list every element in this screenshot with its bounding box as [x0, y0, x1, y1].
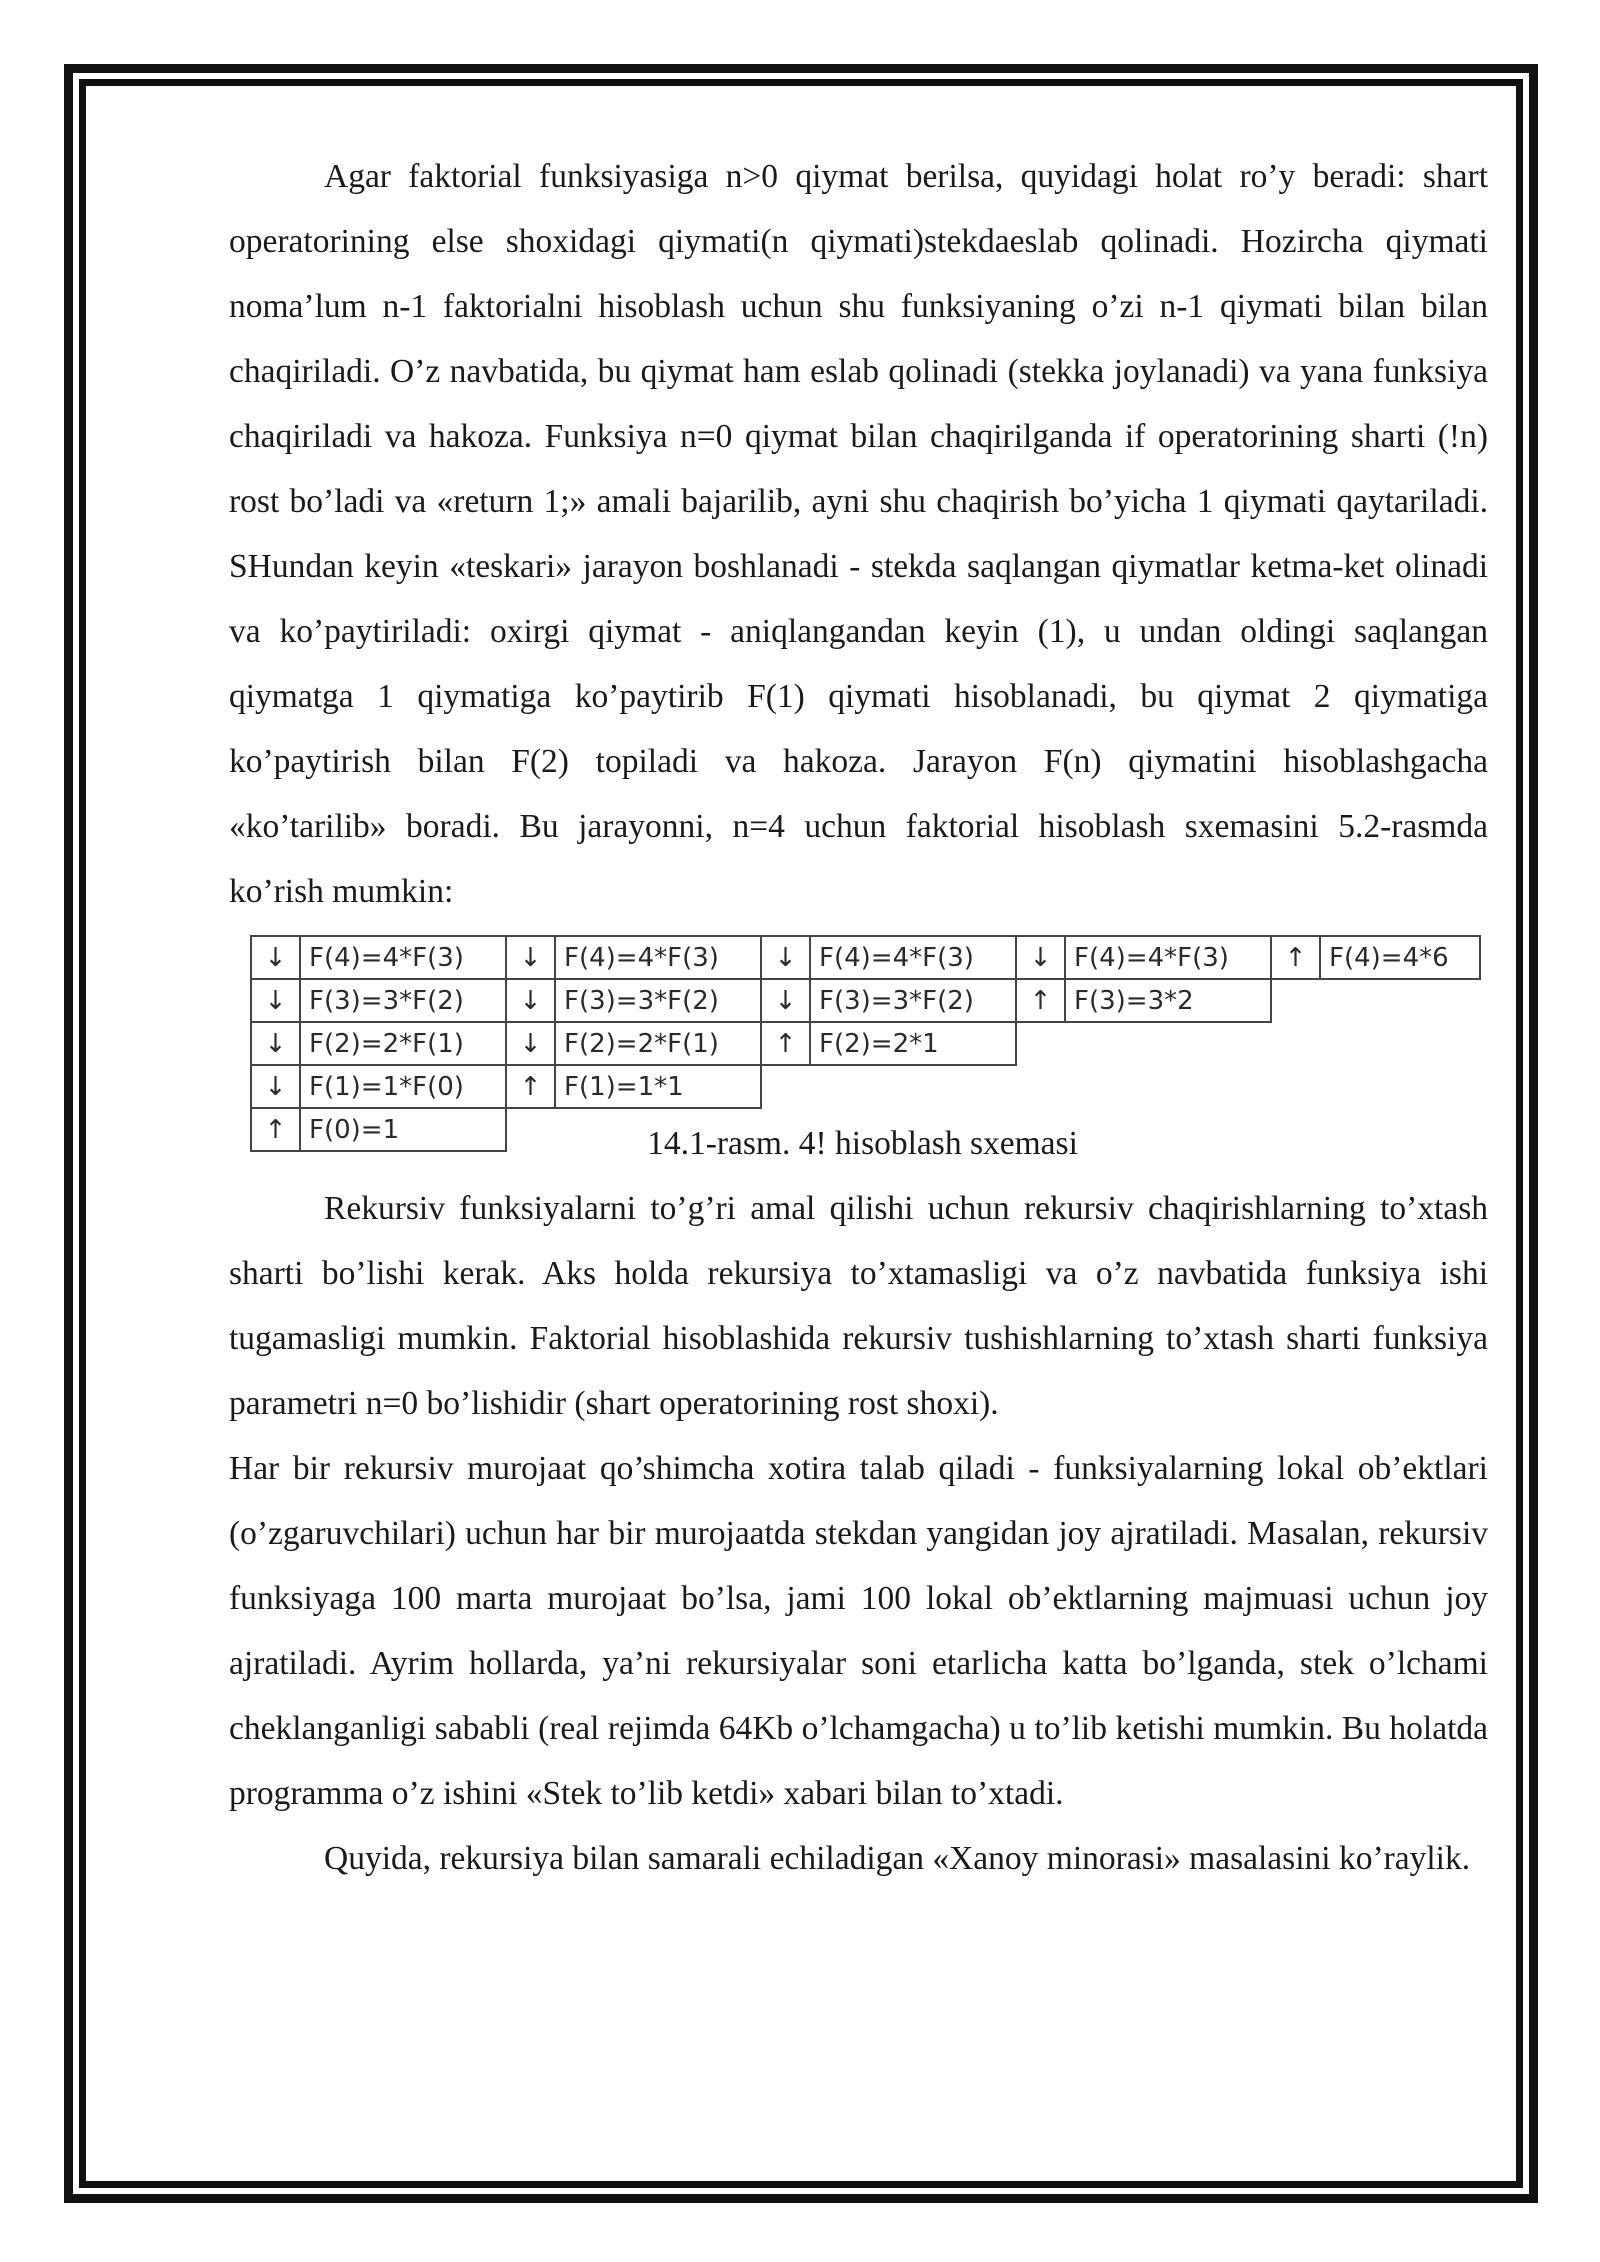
scheme-arrow: ↓: [761, 979, 810, 1022]
scheme-expression: F(3)=3*F(2): [810, 979, 1016, 1022]
scheme-arrow: ↓: [251, 936, 300, 979]
scheme-expression: F(4)=4*F(3): [555, 936, 761, 979]
scheme-arrow: ↑: [1016, 979, 1065, 1022]
scheme-row: [251, 936, 1480, 979]
scheme-arrow: ↑: [506, 1065, 555, 1108]
scheme-expression: F(3)=3*F(2): [555, 979, 761, 1022]
scheme-row: [251, 1022, 1480, 1065]
scheme-expression: F(2)=2*F(1): [300, 1022, 506, 1065]
scheme-expression: F(0)=1: [300, 1108, 506, 1151]
scheme-empty-cell: [761, 1065, 810, 1108]
scheme-arrow: ↓: [761, 936, 810, 979]
scheme-arrow: ↑: [761, 1022, 810, 1065]
scheme-empty-cell: [1320, 979, 1480, 1022]
scheme-row: [251, 979, 1480, 1022]
scheme-empty-cell: [1320, 1065, 1480, 1108]
figure-caption: 14.1-rasm. 4! hisoblash sxemasi: [647, 1125, 1078, 1162]
scheme-expression: F(4)=4*F(3): [1065, 936, 1271, 979]
scheme-empty-cell: [1320, 1022, 1480, 1065]
page-content: [229, 144, 1488, 1891]
paragraph-hanoi-intro: Quyida, rekursiya bilan samarali echiladigan «Xanoy minorasi» masalasini ko’raylik.: [324, 1840, 1471, 1877]
scheme-arrow: ↑: [1271, 936, 1320, 979]
scheme-empty-cell: [1016, 1065, 1065, 1108]
scheme-empty-cell: [1271, 1065, 1320, 1108]
scheme-expression: F(3)=3*F(2): [300, 979, 506, 1022]
paragraph-recursion-process: Agar faktorial funksiyasiga n>0 qiymat berilsa, quyidagi holat ro’y beradi: shart operatorining else shoxidagi qiymati(n qiymati)stekdaeslab qolinadi. Hozircha qiymati noma’lum n-1 faktorialni hisoblash uchun shu funksiyaning o’zi n-1 qiymati bilan bilan chaqiriladi. O’z navbatida, bu qiymat ham eslab qolinadi (stekka joylanadi) va yana funksiya chaqiriladi va hakoza. Funksiya n=0 qiymat bilan chaqirilganda if operatorining sharti (!n) rost bo’ladi va «return 1;» amali bajarilib, ayni shu chaqirish bo’yicha 1 qiymati qaytariladi. SHundan keyin «teskari» jarayon boshlanadi - stekda saqlangan qiymatlar ketma-ket olinadi va ko’paytiriladi: oxirgi qiymat - aniqlangandan keyin (1), u undan oldingi saqlangan qiymatga 1 qiymatiga ko’paytirib F(1) qiymati hisoblanadi, bu qiymat 2 qiymatiga ko’paytirish bilan F(2) topiladi va hakoza. Jarayon F(n) qiymatini hisoblashgacha «ko’tarilib» boradi. Bu jarayonni, n=4 uchun faktorial hisoblash sxemasini 5.2-rasmda ko’rish mumkin:: [229, 158, 1488, 910]
scheme-empty-cell: [1065, 1022, 1271, 1065]
scheme-expression: F(2)=2*1: [810, 1022, 1016, 1065]
paragraph-memory-usage: Har bir rekursiv murojaat qo’shimcha xotira talab qiladi - funksiyalarning lokal ob’ektlari (o’zgaruvchilari) uchun har bir murojaatda stekdan yangidan joy ajratiladi. Masalan, rekursiv funksiyaga 100 marta murojaat bo’lsa, jami 100 lokal ob’ektlarning majmuasi uchun joy ajratiladi. Ayrim hollarda, ya’ni rekursiyalar soni etarlicha katta bo’lganda, stek o’lchami cheklanganligi sababli (real rejimda 64Kb o’lchamgacha) u to’lib ketishi mumkin. Bu holatda programma o’z ishini «Stek to’lib ketdi» xabari bilan to’xtadi.: [229, 1450, 1488, 1812]
scheme-expression: F(4)=4*6: [1320, 936, 1480, 979]
scheme-arrow: ↓: [1016, 936, 1065, 979]
scheme-empty-cell: [810, 1065, 1016, 1108]
scheme-expression: F(1)=1*F(0): [300, 1065, 506, 1108]
scheme-arrow: ↓: [506, 936, 555, 979]
scheme-empty-cell: [1271, 1022, 1320, 1065]
scheme-expression: F(4)=4*F(3): [810, 936, 1016, 979]
scheme-expression: F(1)=1*1: [555, 1065, 761, 1108]
scheme-expression: F(4)=4*F(3): [300, 936, 506, 979]
scheme-row: [251, 1065, 1480, 1108]
scheme-arrow: ↓: [251, 1065, 300, 1108]
scheme-arrow: ↓: [251, 979, 300, 1022]
paragraph-stop-condition: Rekursiv funksiyalarni to’g’ri amal qilishi uchun rekursiv chaqirishlarning to’xtash sharti bo’lishi kerak. Aks holda rekursiya to’xtamasligi va o’z navbatida funksiya ishi tugamasligi mumkin. Faktorial hisoblashida rekursiv tushishlarning to’xtash sharti funksiya parametri n=0 bo’lishidir (shart operatorining rost shoxi).: [229, 1190, 1488, 1422]
scheme-empty-cell: [1016, 1022, 1065, 1065]
scheme-empty-cell: [1271, 979, 1320, 1022]
scheme-expression: F(2)=2*F(1): [555, 1022, 761, 1065]
scheme-arrow: ↓: [506, 1022, 555, 1065]
scheme-arrow: ↓: [251, 1022, 300, 1065]
scheme-empty-cell: [1065, 1065, 1271, 1108]
scheme-arrow: ↑: [251, 1108, 300, 1151]
scheme-expression: F(3)=3*2: [1065, 979, 1271, 1022]
scheme-arrow: ↓: [506, 979, 555, 1022]
